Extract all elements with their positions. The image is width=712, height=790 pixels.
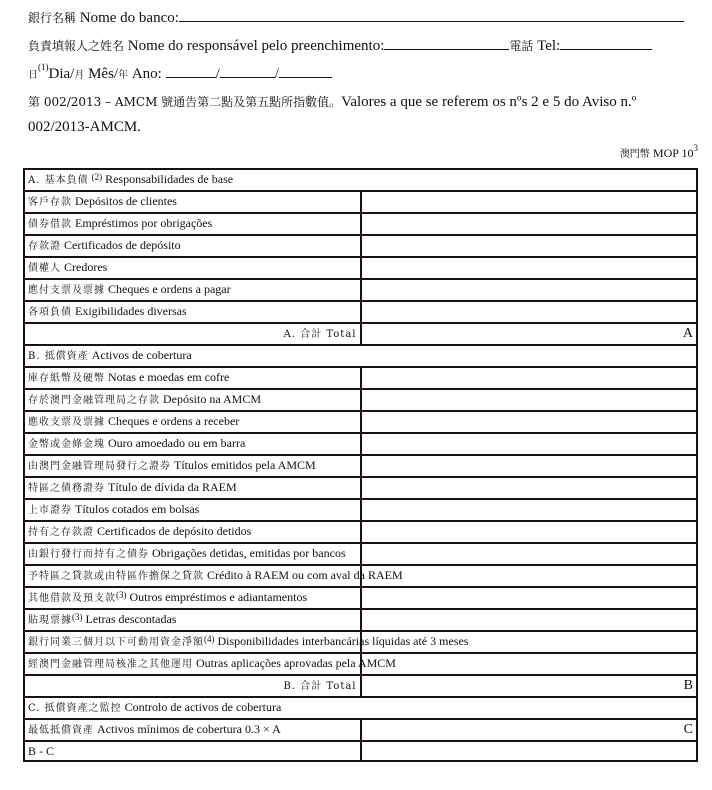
item-value-cell[interactable] (361, 367, 698, 389)
date-separator: / (274, 66, 279, 82)
month-field[interactable] (220, 64, 275, 78)
table-row (24, 411, 697, 433)
table-row (24, 653, 697, 675)
item-label-zh: 由銀行發行而持有之債券 (28, 549, 149, 560)
item-value-cell[interactable] (361, 301, 698, 323)
reference-line-2 (28, 119, 141, 136)
item-label-pt: Empréstimos por obrigações (75, 216, 213, 230)
item-label (24, 235, 361, 257)
unit-pt: MOP 10 (652, 146, 694, 160)
table-row (24, 521, 697, 543)
item-label (24, 279, 361, 301)
difference-value-cell[interactable] (361, 741, 698, 761)
item-label-pt: Depósito na AMCM (163, 392, 262, 406)
section-b-header (24, 345, 697, 367)
table-row (24, 455, 697, 477)
item-label-pt: Exigibilidades diversas (75, 304, 187, 318)
item-footnote: (4) (204, 634, 215, 644)
item-label-zh: 客戶存款 (28, 197, 72, 208)
coverage-table (23, 168, 698, 762)
item-label-pt: Letras descontadas (85, 612, 177, 626)
item-label-pt: Títulos cotados em bolsas (75, 502, 200, 516)
item-label (24, 367, 361, 389)
item-value-cell[interactable] (361, 521, 698, 543)
tel-label-zh: 電話 (509, 39, 534, 53)
table-row (24, 631, 697, 653)
item-value-cell[interactable] (361, 235, 698, 257)
min-coverage-value[interactable]: C (361, 719, 698, 741)
reference-zh: 第 002/2013 – AMCM 號通告第二點及第五點所指數值。 (28, 95, 342, 109)
item-label-pt: Títulos emitidos pela AMCM (174, 458, 316, 472)
item-label-zh: 金幣或金條金塊 (28, 439, 105, 450)
item-value-cell[interactable] (361, 279, 698, 301)
min-coverage-row (24, 719, 697, 741)
item-label-pt: Cheques e ordens a receber (108, 414, 240, 428)
responsible-name-field[interactable] (384, 36, 509, 50)
section-c-title-pt: Controlo de activos de cobertura (124, 700, 282, 714)
item-label-zh: 庫存紙幣及硬幣 (28, 373, 105, 384)
item-value-cell[interactable] (361, 455, 698, 477)
table-row (24, 477, 697, 499)
item-label (24, 213, 361, 235)
item-value-cell[interactable] (361, 653, 698, 675)
table-row (24, 609, 697, 631)
table-row (24, 191, 697, 213)
bank-name-label-zh: 銀行名稱 (28, 11, 77, 25)
item-label (24, 565, 403, 587)
table-row (24, 543, 697, 565)
section-b-total-label (24, 675, 361, 697)
section-c-title (24, 697, 697, 719)
item-footnote: (3) (116, 590, 127, 600)
item-label-zh: 債券借款 (28, 219, 72, 230)
item-label-pt: Ouro amoedado ou em barra (108, 436, 246, 450)
item-label-zh: 經澳門金融管理局核准之其他運用 (28, 659, 193, 670)
item-label-pt: Certificados de depósito detidos (97, 524, 252, 538)
item-value-cell[interactable] (361, 609, 698, 631)
responsible-label-pt: Nome do responsável pelo preenchimento: (127, 38, 385, 54)
min-coverage-label-pt: Activos mínimos de cobertura 0.3 × A (97, 722, 281, 736)
bank-name-label-pt: Nome do banco: (79, 10, 179, 26)
item-label-pt: Certificados de depósito (64, 238, 181, 252)
date-footnote: (1) (38, 62, 49, 72)
year-field[interactable] (279, 64, 332, 78)
item-label (24, 433, 361, 455)
min-coverage-label (24, 719, 361, 741)
bank-name-field[interactable] (179, 8, 684, 22)
bank-name-line (28, 8, 684, 27)
item-label-zh: 銀行同業三個月以下可動用資金淨額 (28, 637, 204, 648)
tel-label-pt: Tel: (537, 38, 561, 54)
item-value-cell[interactable] (361, 213, 698, 235)
table-row (24, 389, 697, 411)
item-label (24, 301, 361, 323)
item-label-zh: 特區之債務證券 (28, 483, 105, 494)
item-label-zh: 其他借款及預支款 (28, 593, 116, 604)
item-label (24, 631, 469, 653)
item-label-zh: 應付支票及票據 (28, 285, 105, 296)
section-a-total-label (24, 323, 361, 345)
section-a-title (24, 169, 697, 191)
section-a-header (24, 169, 697, 191)
item-label-zh: 存於澳門金融管理局之存款 (28, 395, 160, 406)
item-label (24, 477, 361, 499)
difference-row (24, 741, 697, 761)
currency-unit (620, 145, 698, 161)
section-b-title-pt: Activos de cobertura (91, 348, 192, 362)
section-a-total-row (24, 323, 697, 345)
table-row (24, 499, 697, 521)
item-value-cell[interactable] (361, 191, 698, 213)
table-row (24, 301, 697, 323)
table-row (24, 213, 697, 235)
date-line (28, 64, 332, 83)
item-label-pt: Cheques e ordens a pagar (108, 282, 231, 296)
section-b-total-value[interactable]: B (361, 675, 698, 697)
item-label (24, 455, 361, 477)
section-a-total-label-text: A. 合計 Total (283, 329, 357, 340)
table-row (24, 565, 697, 587)
item-value-cell[interactable] (361, 257, 698, 279)
item-label-pt: Credores (64, 260, 108, 274)
item-value-cell[interactable] (361, 587, 698, 609)
item-label-pt: Outros empréstimos e adiantamentos (129, 590, 308, 604)
table-row (24, 279, 697, 301)
table-row (24, 433, 697, 455)
item-label (24, 411, 361, 433)
reference-pt: Valores a que se referem os nºs 2 e 5 do Aviso n.º (341, 94, 637, 110)
item-value-cell[interactable] (361, 389, 698, 411)
section-b-title-zh: B. 抵償資產 (28, 351, 89, 362)
day-field[interactable] (166, 64, 216, 78)
item-label (24, 543, 361, 565)
section-c-header (24, 697, 697, 719)
item-label-zh: 由澳門金融管理局發行之證券 (28, 461, 171, 472)
year-label-pt: Ano: (131, 66, 162, 82)
responsible-label-zh: 負責填報人之姓名 (28, 39, 125, 53)
item-label-zh: 應收支票及票據 (28, 417, 105, 428)
item-label-pt: Disponibilidades interbancárias líquidas até 3 meses (217, 634, 469, 648)
month-label-pt: Mês/ (88, 66, 119, 82)
unit-exponent: 3 (693, 143, 698, 153)
item-label (24, 653, 396, 675)
reference-pt-cont: 002/2013-AMCM. (28, 119, 141, 135)
item-value-cell[interactable] (361, 477, 698, 499)
item-label-pt: Crédito à RAEM ou com aval da RAEM (207, 568, 403, 582)
section-b-title (24, 345, 697, 367)
item-value-cell[interactable] (361, 499, 698, 521)
item-label-zh: 存款證 (28, 241, 61, 252)
tel-field[interactable] (560, 36, 652, 50)
table-row (24, 235, 697, 257)
item-label-zh: 債權人 (28, 263, 61, 274)
item-label (24, 609, 361, 631)
item-footnote: (3) (72, 612, 83, 622)
date-separator: / (215, 66, 220, 82)
section-a-title-pt: Responsabilidades de base (105, 172, 234, 186)
item-label-zh: 上市證券 (28, 505, 72, 516)
item-label-zh: 貼現票據 (28, 615, 72, 626)
table-row (24, 587, 697, 609)
item-label (24, 191, 361, 213)
item-label-pt: Depósitos de clientes (75, 194, 177, 208)
section-c-title-zh: C. 抵償資產之監控 (28, 703, 122, 714)
table-row (24, 257, 697, 279)
item-label-pt: Título de dívida da RAEM (108, 480, 237, 494)
year-label-zh: 年 (118, 70, 129, 81)
min-coverage-label-zh: 最低抵償資產 (28, 725, 94, 736)
item-label-pt: Obrigações detidas, emitidas por bancos (152, 546, 346, 560)
item-value-cell[interactable] (361, 433, 698, 455)
month-label-zh: 月 (74, 70, 85, 81)
item-label (24, 389, 361, 411)
item-label-zh: 持有之存款證 (28, 527, 94, 538)
item-label-zh: 各項負債 (28, 307, 72, 318)
day-label-zh: 日 (28, 70, 38, 81)
section-b-total-label-text: B. 合計 Total (283, 681, 357, 692)
responsible-line (28, 36, 652, 55)
section-a-title-zh: A. 基本負債 (28, 175, 89, 186)
section-b-total-row (24, 675, 697, 697)
item-label-pt: Notas e moedas em cofre (108, 370, 230, 384)
item-label (24, 587, 361, 609)
item-value-cell[interactable] (361, 565, 698, 587)
difference-label: B - C (24, 741, 361, 761)
item-label-zh: 予特區之貸款或由特區作擔保之貸款 (28, 571, 204, 582)
day-label-pt: Dia/ (48, 66, 75, 82)
item-label (24, 521, 361, 543)
reference-line (28, 93, 636, 111)
section-a-footnote: (2) (91, 172, 103, 182)
item-value-cell[interactable] (361, 543, 698, 565)
section-a-total-value[interactable]: A (361, 323, 698, 345)
item-label-pt: Outras aplicações aprovadas pela AMCM (196, 656, 396, 670)
item-label (24, 257, 361, 279)
item-value-cell[interactable] (361, 411, 698, 433)
item-label (24, 499, 361, 521)
table-row (24, 367, 697, 389)
unit-zh: 澳門幣 (619, 149, 650, 160)
